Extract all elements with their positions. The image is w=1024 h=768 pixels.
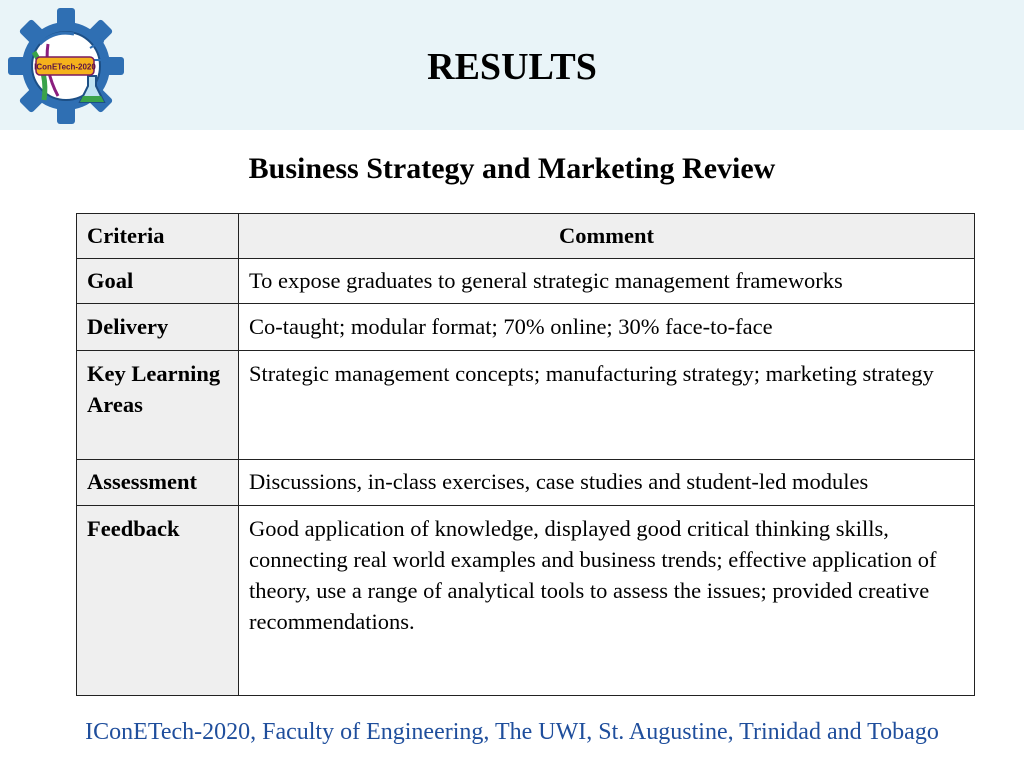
- table-row-feedback: [77, 506, 975, 696]
- table-row-delivery: [77, 304, 975, 351]
- footer-caption: IConETech-2020, Faculty of Engineering, The UWI, St. Augustine, Trinidad and Tobago: [85, 719, 939, 745]
- table-row-goal: [77, 259, 975, 304]
- comment-cell: Good application of knowledge, displayed good critical thinking skills, connecting real world examples and business trends; effective application of theory, use a range of analytical tools to assess the issues; provided creative recommendations.: [239, 506, 975, 696]
- criteria-cell: Feedback: [77, 506, 239, 696]
- comment-cell: Discussions, in-class exercises, case studies and student-led modules: [239, 460, 975, 506]
- table-header-row: [77, 214, 975, 259]
- comment-cell: To expose graduates to general strategic management frameworks: [239, 259, 975, 304]
- criteria-cell: Goal: [77, 259, 239, 304]
- comment-cell: Strategic management concepts; manufacturing strategy; marketing strategy: [239, 351, 975, 460]
- criteria-cell: Assessment: [77, 460, 239, 506]
- comment-cell: Co-taught; modular format; 70% online; 30% face-to-face: [239, 304, 975, 351]
- column-header-criteria: Criteria: [77, 214, 239, 259]
- column-header-comment: Comment: [239, 214, 975, 259]
- table-row-key-learning-areas: [77, 351, 975, 460]
- slide-title: RESULTS: [427, 46, 597, 88]
- logo-text: IConETech-2020: [34, 62, 96, 72]
- criteria-cell: Key Learning Areas: [77, 351, 239, 460]
- review-table: [76, 213, 975, 696]
- criteria-cell: Delivery: [77, 304, 239, 351]
- table-title: Business Strategy and Marketing Review: [248, 152, 776, 185]
- table-row-assessment: [77, 460, 975, 506]
